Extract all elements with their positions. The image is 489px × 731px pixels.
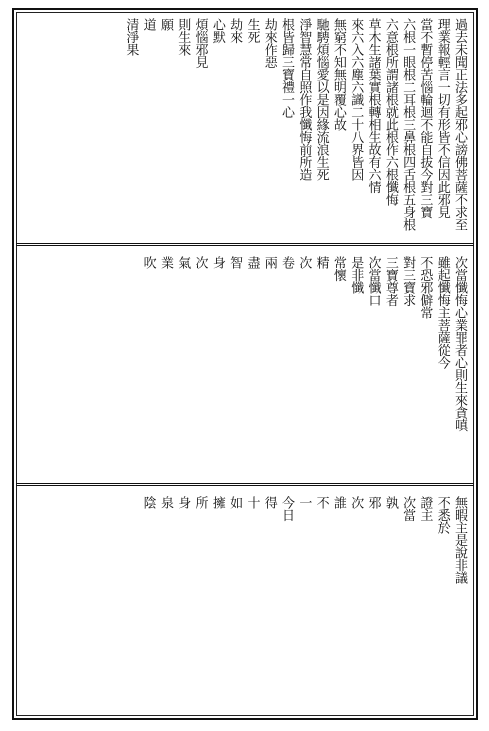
text-column: 一 xyxy=(296,496,312,509)
text-column: 三寶尊者 xyxy=(382,256,398,306)
text-column: 雖起懺悔主菩薩從今 xyxy=(434,256,450,369)
text-column: 次當懺悔心業罪者心則生來貪嗔 xyxy=(452,256,467,431)
text-column: 無窮不知無明覆心故 xyxy=(330,18,346,131)
text-block-top xyxy=(12,8,478,243)
text-column: 是非懺 xyxy=(348,256,364,294)
text-column: 道 xyxy=(140,18,156,31)
text-column: 不悉於 xyxy=(434,496,450,534)
text-column: 無暇主是說非議 xyxy=(452,496,467,584)
text-column: 淨智慧常自照作我懺悔前所造 xyxy=(296,18,312,181)
text-column: 心默 xyxy=(209,18,225,43)
text-column: 邪 xyxy=(365,496,381,509)
text-column: 次當懺口 xyxy=(365,256,381,306)
text-column: 孰 xyxy=(382,496,398,509)
text-column: 馳騁煩惱愛以是因緣流浪生死 xyxy=(313,18,329,181)
text-column: 來六入六塵六識二十八界皆因 xyxy=(348,18,364,181)
text-column: 十 xyxy=(244,496,260,509)
text-column: 陰 xyxy=(140,496,156,509)
text-block-bottom xyxy=(12,486,478,720)
text-column: 精 xyxy=(313,256,329,269)
divider-rule xyxy=(16,483,474,484)
text-column: 次 xyxy=(192,256,208,269)
text-column: 兩 xyxy=(261,256,277,269)
text-column: 身 xyxy=(175,496,191,509)
text-column: 誰 xyxy=(330,496,346,509)
text-column: 六意根所謂諸根就此根作六根懺悔 xyxy=(382,18,398,206)
text-column: 則生來 xyxy=(175,18,191,56)
text-column: 生死 xyxy=(244,18,260,43)
text-column: 願 xyxy=(157,18,173,31)
text-column: 得 xyxy=(261,496,277,509)
text-column: 如 xyxy=(227,496,243,509)
text-column: 智 xyxy=(227,256,243,269)
text-column: 氣 xyxy=(175,256,191,269)
text-column: 常懷 xyxy=(330,256,346,281)
text-column: 六根一眼根二耳根三鼻根四舌根五身根 xyxy=(400,18,416,231)
text-column: 吹 xyxy=(140,256,156,269)
text-column: 過去未聞正法多起邪心謗佛菩薩不求至 xyxy=(452,18,467,231)
text-column: 今日 xyxy=(279,496,295,521)
text-column: 不 xyxy=(313,496,329,509)
text-column: 根皆歸三寶禮一心 xyxy=(279,18,295,118)
text-column: 次當 xyxy=(400,496,416,521)
text-column: 所 xyxy=(192,496,208,509)
text-column: 劫來 xyxy=(227,18,243,43)
divider-rule xyxy=(16,243,474,244)
text-column: 清淨果 xyxy=(123,18,139,56)
text-column: 當不暫停苦惱輪迴不能自拔今對三寶 xyxy=(417,18,433,218)
text-column: 卷 xyxy=(279,256,295,269)
text-block-middle xyxy=(12,246,478,483)
text-column: 煩惱邪見 xyxy=(192,18,208,68)
text-column: 證主 xyxy=(417,496,433,521)
text-column: 不恐邪僻常 xyxy=(417,256,433,319)
text-column: 對三寶求 xyxy=(400,256,416,306)
text-column: 草木生諸葉實根轉相生故有六情 xyxy=(365,18,381,193)
text-column: 泉 xyxy=(157,496,173,509)
text-column: 理業報輕言一切有形皆不信因此邪見 xyxy=(434,18,450,218)
text-column: 業 xyxy=(157,256,173,269)
text-column: 擁 xyxy=(209,496,225,509)
text-column: 身 xyxy=(209,256,225,269)
text-column: 盡 xyxy=(244,256,260,269)
text-column: 次 xyxy=(348,496,364,509)
text-column: 次 xyxy=(296,256,312,269)
text-column: 劫來作惡 xyxy=(261,18,277,68)
scripture-page xyxy=(12,8,478,720)
